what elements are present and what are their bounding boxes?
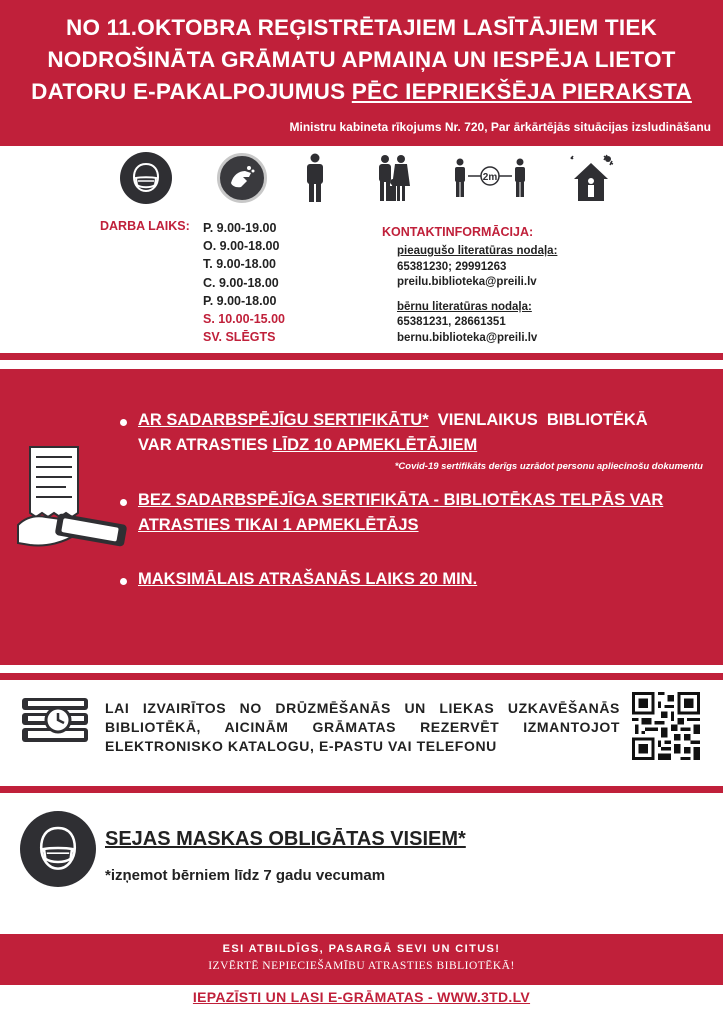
adult-department-name: pieaugušo literatūras nodaļa: — [397, 245, 558, 257]
divider — [0, 673, 723, 680]
mask-requirement-title: SEJAS MASKAS OBLIGĀTAS VISIEM* — [105, 828, 466, 850]
stay-home-icon — [568, 152, 614, 204]
rule-with-certificate — [138, 408, 698, 458]
hours-wednesday: T. 9.00-18.00 — [203, 257, 276, 272]
title-line-2: NODROŠINĀTA GRĀMATU APMAIŅA UN IESPĒJA LIETOT — [47, 47, 676, 72]
rule-2-line-2: ATRASTIES TIKAI 1 APMEKLĒTĀJS — [138, 516, 419, 534]
family-icon — [374, 152, 414, 204]
main-title — [0, 0, 723, 108]
decree-reference: Ministru kabineta rīkojums Nr. 720, Par ārkārtējās situācijas izsludināšanu — [289, 120, 711, 134]
title-line-3-emphasis: PĒC IEPRIEKŠĒJA PIERAKSTA — [351, 79, 692, 104]
working-hours-list — [203, 219, 285, 346]
certificate-note: *Covid-19 sertifikāts derīgs uzrādot personu apliecinošu dokumentu — [394, 461, 703, 472]
svg-text:2m: 2m — [482, 172, 498, 183]
children-department-email[interactable]: bernu.biblioteka@preili.lv — [397, 331, 538, 344]
title-line-3 — [0, 76, 723, 108]
face-mask-icon — [120, 152, 172, 204]
rule-without-certificate — [138, 488, 708, 538]
hours-thursday: C. 9.00-18.00 — [203, 275, 279, 290]
divider — [0, 152, 723, 155]
hours-friday: P. 9.00-18.00 — [203, 293, 277, 308]
working-hours-label: DARBA LAIKS: — [100, 219, 190, 233]
mask-exception-note: *izņemot bērniem līdz 7 gadu vecumam — [105, 867, 386, 884]
rule-1-part-b: VIENLAIKUS BIBLIOTĒKĀ — [428, 411, 648, 429]
books-clock-icon — [20, 696, 96, 751]
footer-slogan: ESI ATBILDĪGS, PASARGĀ SEVI UN CITUS! — [222, 943, 501, 955]
qr-code-icon[interactable] — [632, 692, 700, 765]
visitor-rules-section — [0, 369, 723, 665]
face-mask-icon — [20, 811, 96, 887]
hours-monday: P. 9.00-19.00 — [203, 221, 277, 235]
footer-banner — [0, 934, 723, 985]
rule-1-part-d: LĪDZ 10 APMEKLĒTĀJIEM — [272, 436, 478, 454]
bullet — [120, 419, 127, 426]
two-meter-distance-icon — [452, 152, 528, 204]
children-department — [397, 300, 557, 347]
divider — [0, 786, 723, 793]
bullet — [120, 499, 127, 506]
certificate-phone-icon — [16, 443, 132, 564]
title-line-3-prefix: DATORU E-PAKALPOJUMUS — [31, 79, 352, 104]
hand-washing-icon — [216, 152, 268, 204]
hours-tuesday: O. 9.00-18.00 — [203, 239, 280, 254]
header-banner — [0, 0, 723, 146]
children-department-name: bērnu literatūras nodaļa: — [397, 300, 532, 313]
ebook-link[interactable]: IEPAZĪSTI UN LASI E-GRĀMATAS - WWW.3TD.LV — [192, 989, 531, 1005]
children-department-phone: 65381231, 28661351 — [397, 316, 506, 328]
rule-1-part-c: VAR ATRASTIES — [138, 436, 273, 454]
title-line-1: NO 11.OKTOBRA REĢISTRĒTAJIEM LASĪTĀJIEM TIEK — [66, 15, 657, 40]
adult-department-email[interactable]: preilu.biblioteka@preili.lv — [397, 276, 537, 288]
bullet — [120, 578, 127, 585]
divider — [0, 353, 723, 360]
contact-info — [382, 225, 557, 346]
rule-2-line-1: BEZ SADARBSPĒJĪGA SERTIFIKĀTA - BIBLIOTĒKAS TELPĀS VAR — [138, 491, 664, 509]
rule-3-text: MAKSIMĀLAIS ATRAŠANĀS LAIKS 20 MIN. — [138, 570, 478, 588]
hours-saturday: S. 10.00-15.00 — [203, 312, 286, 327]
reserve-instructions: LAI IZVAIRĪTOS NO DRŪZMĒŠANĀS UN LIEKAS UZKAVĒŠANĀS BIBLIOTĒKĀ, AICINĀM GRĀMATAS REZERVĒT IZMANTOJOT ELEKTRONISKO KATALOGU, E-PASTU VAI TELEFONU — [105, 700, 620, 754]
hours-sunday: SV. SLĒGTS — [203, 330, 276, 345]
adult-department-phone: 65381230; 29991263 — [397, 260, 507, 273]
adult-department — [397, 244, 557, 291]
rule-1-part-a: AR SADARBSPĒJĪGU SERTIFIKĀTU* — [138, 411, 429, 429]
footer-advice: IZVĒRTĒ NEPIECIEŠAMĪBU ATRASTIES BIBLIOTĒKĀ! — [208, 960, 515, 972]
rule-max-time — [138, 567, 477, 592]
contact-title: KONTAKTINFORMĀCIJA: — [382, 225, 534, 239]
single-person-icon — [290, 152, 340, 204]
